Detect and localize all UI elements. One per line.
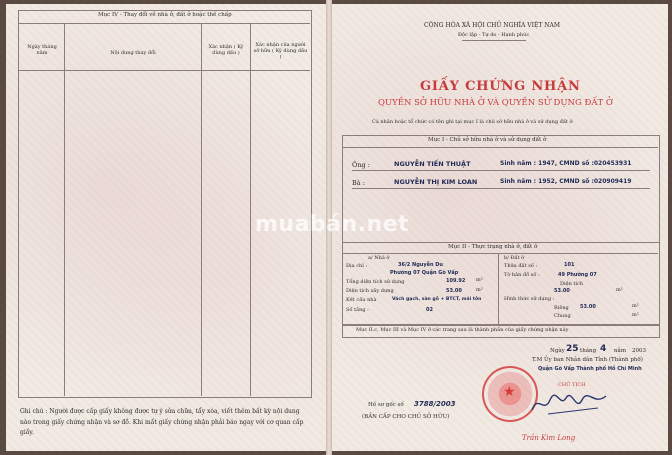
dien-tich-xd-value: 53.00 [446,288,462,294]
to-ban-do-value: 49 Phường 07 [558,272,597,278]
section-i-title: Mục I - Chủ sở hữu nhà ở và sử dụng đất ở [428,137,547,143]
ket-cau-label: Kết cấu nhà [346,297,377,303]
changes-table [18,10,312,398]
authority-line2: Quận Gò Vấp Thành phố Hồ Chí Minh [538,366,642,372]
date-ngay: Ngày [550,348,565,354]
so-tang-value: 02 [426,307,433,313]
dien-tich-xd-label: Diện tích xây dựng [346,288,394,294]
date-day: 25 [566,344,579,354]
date-month: 4 [600,344,607,354]
dien-tich-value: 53.00 [554,288,570,294]
owner2-name: NGUYỄN THỊ KIM LOAN [394,178,478,186]
land-label: b/ Đất ở [504,255,525,261]
dien-tich-unit: m² [616,287,623,293]
thua-dat-value: 101 [564,262,575,268]
date-thang: tháng [580,348,597,354]
date-year: 2003 [632,348,646,354]
chung-label: Chung [554,313,571,319]
tong-dien-tich-value: 109.92 [446,278,466,284]
motto: Độc lập - Tự do - Hạnh phúc [458,32,530,38]
watermark: muabán.net [255,212,410,237]
dia-chi-value2: Phường 07 Quận Gò Vấp [390,270,459,276]
header-content: Nội dung thay đổi [110,50,156,56]
owner1-prefix: Ông : [352,161,370,169]
tong-dien-tich-unit: m² [476,277,483,283]
rieng-unit: m² [632,303,639,309]
seal-star-icon: ★ [503,384,516,400]
ho-so-value: 3788/2003 [414,400,456,408]
tong-dien-tich-label: Tổng diện tích sử dụng [346,279,405,285]
header-confirm-owner: Xác nhận của người sở hữu ( Ký dùng dấu ) [253,42,308,60]
owner2-info: Sinh năm : 1952, CMND số :020909419 [500,178,632,185]
nation-heading: CỘNG HÒA XÃ HỘI CHỦ NGHĨA VIỆT NAM [424,22,560,29]
owner2-prefix: Bà : [352,179,365,187]
thua-dat-label: Thửa đất số : [504,263,538,269]
ban-cap-text: (BẢN CẤP CHO CHỦ SỞ HỮU) [362,414,450,420]
dien-tich-xd-unit: m² [476,287,483,293]
header-date: Ngày tháng năm [27,44,57,56]
dien-tich-label: Diện tích [560,281,584,287]
ket-cau-value: Vách gạch, sàn gỗ + BTCT, mái tôn [392,297,482,302]
date-nam: năm [614,348,627,354]
intro-text: Cá nhân hoặc tổ chức có tên ghi tại mục I là chủ sở hữu nhà ở và sử dụng đất ở [372,119,573,125]
owner1-name: NGUYỄN TIẾN THUẬT [394,160,471,168]
authority-line1: T.M Ủy ban Nhân dân Tỉnh (Thành phố) [532,357,643,363]
signature-icon [528,388,610,418]
ho-so-label: Hồ sơ gốc số [368,402,404,408]
dia-chi-value: 36/2 Nguyễn Du [398,262,443,268]
section-iv-title: Mục IV - Thay đổi về nhà ở, đất ở hoặc thế chấp [98,12,232,18]
owner1-info: Sinh năm : 1947, CMND số :020453931 [500,160,632,167]
certificate-subtitle: QUYỀN SỞ HỮU NHÀ Ở VÀ QUYỀN SỬ DỤNG ĐẤT Ở [378,98,613,108]
dia-chi-label: Địa chỉ : [346,263,368,269]
header-confirm: Xác nhận ( Ký dùng dấu ) [208,44,244,56]
section-ii-title: Mục II - Thực trạng nhà ở, đất ở [448,244,538,250]
hinh-thuc-label: Hình thức sử dụng : [504,296,555,302]
signer-name: Trần Kim Long [522,434,576,442]
certificate-title: GIẤY CHỨNG NHẬN [420,79,581,94]
house-label: a/ Nhà ở [368,255,390,261]
to-ban-do-label: Tờ bản đồ số : [504,272,540,278]
note-text: Ghi chú : Người được cấp giấy không được tự ý sửa chữa, tẩy xóa, viết thêm bất kỳ nội dung nào trong giấy chứng nhận và sơ đồ. Khi mất giấy chứng nhận phải báo ngay với cơ quan cấp giấy. [20,408,304,436]
chairman-title: CHỦ TỊCH [558,382,586,388]
section-iii-text: Mục II.c, Mục III và Mục IV ở các trang sau là thành phần của giấy chứng nhận này [356,327,569,333]
chung-unit: m² [632,312,639,318]
rieng-value: 53.00 [580,304,596,310]
so-tang-label: Số tầng : [346,307,369,313]
rieng-label: Riêng [554,305,569,311]
